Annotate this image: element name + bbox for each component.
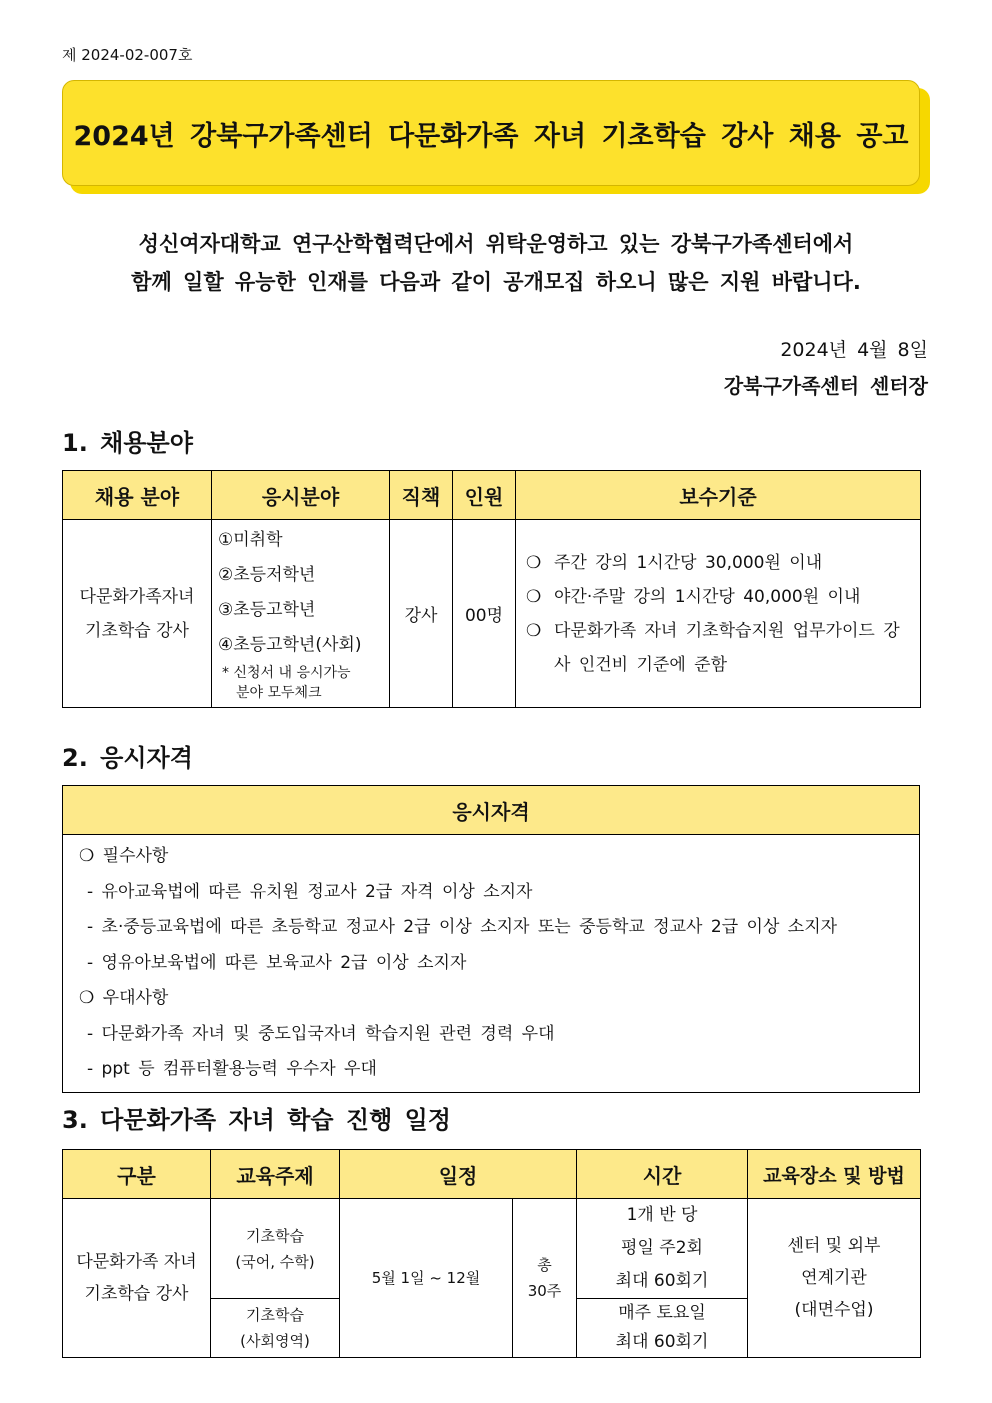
- qualification-body: [63, 835, 920, 1093]
- qualification-line: - ppt 등 컴퓨터활용능력 우수자 우대: [87, 1059, 377, 1079]
- header-field: 채용 분야: [63, 471, 212, 520]
- weeks-line: 총: [537, 1256, 552, 1274]
- time-line: 매주 토요일: [618, 1303, 706, 1323]
- header-topic: 교육주제: [211, 1150, 340, 1199]
- category-line: 다문화가족 자녀: [76, 1252, 197, 1272]
- header-pay: 보수기준: [516, 471, 921, 520]
- place-line: 센터 및 외부: [787, 1236, 881, 1256]
- qualification-line: - 초·중등교육법에 따른 초등학교 정교사 2급 이상 소지자 또는 중등학교 정교사 2급 이상 소지자: [87, 917, 838, 937]
- pay-cell: [516, 520, 921, 708]
- time-cell-2: [577, 1299, 748, 1358]
- circle-bullet-icon: ❍: [526, 552, 542, 573]
- topic-line: (국어, 수학): [235, 1252, 315, 1271]
- count-cell: 00명: [453, 520, 516, 708]
- place-line: 연계기관: [801, 1268, 867, 1288]
- place-line: (대면수업): [794, 1300, 874, 1320]
- announcement-date: 2024년 4월 8일: [780, 339, 928, 361]
- header-time: 시간: [577, 1150, 748, 1199]
- qualification-line: - 다문화가족 자녀 및 중도입국자녀 학습지원 관련 경력 우대: [87, 1023, 555, 1044]
- header-position: 직책: [390, 471, 453, 520]
- apply-note: 분야 모두체크: [236, 685, 322, 701]
- category-cell: [63, 1199, 211, 1358]
- field-line: 다문화가족자녀: [79, 586, 195, 607]
- period-cell: 5월 1일 ~ 12월: [340, 1199, 513, 1358]
- circle-bullet-icon: ❍: [526, 586, 542, 607]
- section-heading-schedule: 3. 다문화가족 자녀 학습 진행 일정: [62, 1106, 451, 1134]
- weeks-cell: [513, 1199, 577, 1358]
- weeks-line: 30주: [527, 1282, 562, 1300]
- qualification-line: - 유아교육법에 따른 유치원 정교사 2급 자격 이상 소지자: [87, 881, 533, 902]
- topic-line: 기초학습: [246, 1226, 304, 1245]
- header-schedule: 일정: [340, 1150, 577, 1199]
- topic-line: (사회영역): [240, 1332, 310, 1350]
- qualification-line: - 영유아보육법에 따른 보육교사 2급 이상 소지자: [87, 952, 467, 973]
- issuer: 강북구가족센터 센터장: [723, 374, 928, 398]
- time-cell-1: [577, 1199, 748, 1299]
- header-qualification: 응시자격: [63, 786, 920, 835]
- category-line: 기초학습 강사: [84, 1284, 189, 1304]
- recruitment-table: [62, 470, 921, 708]
- qualification-line: ❍ 필수사항: [79, 846, 169, 866]
- field-line: 기초학습 강사: [85, 620, 189, 641]
- circle-bullet-icon: ❍: [526, 620, 542, 641]
- topic-line: 기초학습: [246, 1306, 304, 1324]
- header-apply-area: 응시분야: [212, 471, 390, 520]
- intro-line-1: 성신여자대학교 연구산학협력단에서 위탁운영하고 있는 강북구가족센터에서: [138, 232, 854, 256]
- pay-item: ❍ 야간·주말 강의 1시간당 40,000원 이내: [526, 580, 914, 614]
- time-line: 1개 반 당: [626, 1205, 698, 1225]
- apply-item: ③초등고학년: [218, 600, 316, 620]
- place-cell: [748, 1199, 921, 1358]
- time-line: 평일 주2회: [621, 1238, 703, 1258]
- section-heading-qualifications: 2. 응시자격: [62, 744, 193, 772]
- qualification-line: ❍ 우대사항: [79, 988, 169, 1008]
- qualification-table: [62, 785, 920, 1093]
- apply-note: * 신청서 내 응시가능: [222, 665, 351, 681]
- header-place: 교육장소 및 방법: [748, 1150, 921, 1199]
- apply-item: ②초등저학년: [218, 565, 316, 585]
- field-cell: [63, 520, 212, 708]
- topic-cell-2: [211, 1299, 340, 1358]
- section-heading-recruitment: 1. 채용분야: [62, 429, 193, 457]
- apply-item: ④초등고학년(사회): [218, 635, 362, 655]
- page-title: 2024년 강북구가족센터 다문화가족 자녀 기초학습 강사 채용 공고: [73, 120, 909, 152]
- position-cell: 강사: [390, 520, 453, 708]
- pay-item: ❍ 다문화가족 자녀 기초학습지원 업무가이드 강사 인건비 기준에 준함: [526, 614, 914, 682]
- intro-line-2: 함께 일할 유능한 인재를 다음과 같이 공개모집 하오니 많은 지원 바랍니다.: [131, 270, 861, 294]
- time-line: 최대 60회기: [615, 1271, 709, 1291]
- title-banner: [62, 80, 920, 186]
- apply-area-cell: [212, 520, 390, 708]
- schedule-table: [62, 1149, 921, 1358]
- document-number: 제 2024-02-007호: [62, 46, 193, 64]
- time-line: 최대 60회기: [615, 1332, 709, 1352]
- apply-item: ①미취학: [218, 530, 283, 550]
- header-category: 구분: [63, 1150, 211, 1199]
- pay-item: ❍ 주간 강의 1시간당 30,000원 이내: [526, 546, 914, 580]
- topic-cell-1: [211, 1199, 340, 1299]
- header-count: 인원: [453, 471, 516, 520]
